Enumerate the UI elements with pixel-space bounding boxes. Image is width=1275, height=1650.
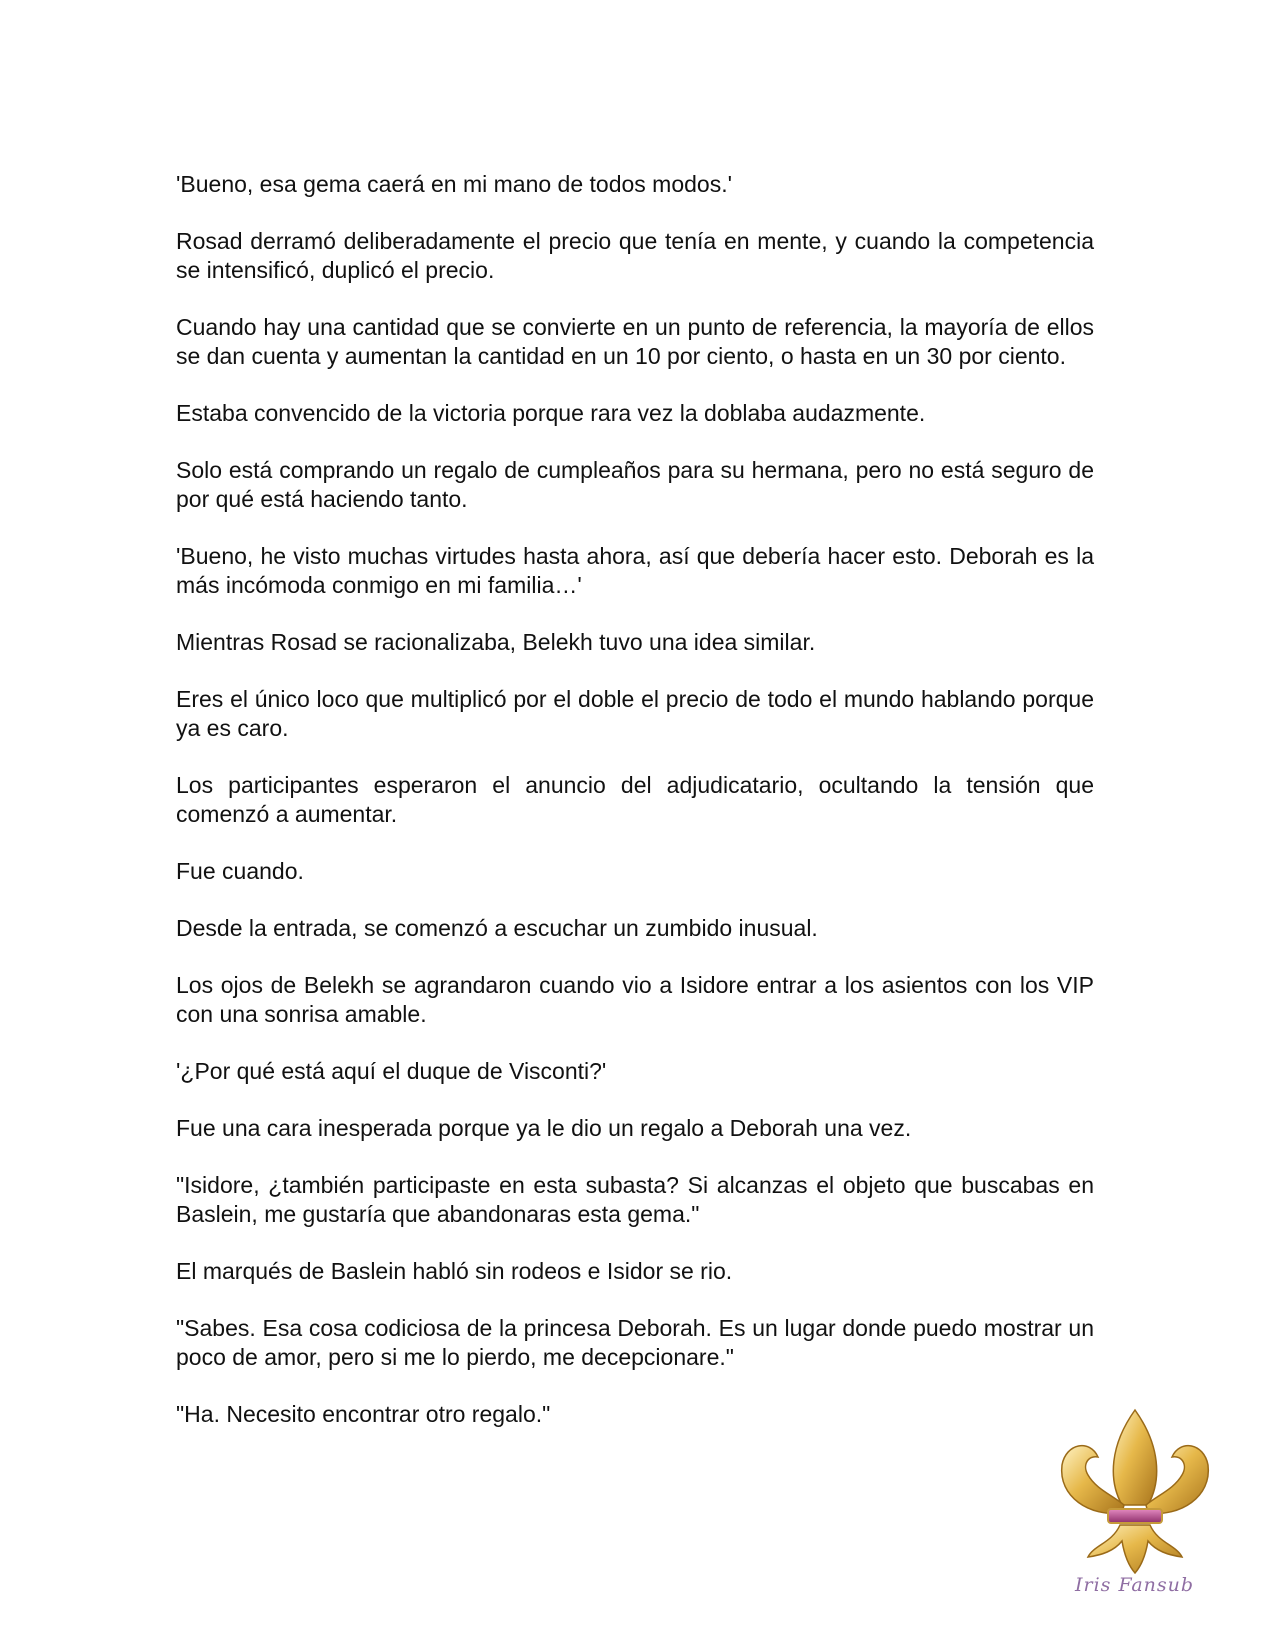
paragraph: Desde la entrada, se comenzó a escuchar un zumbido inusual. bbox=[176, 915, 818, 941]
paragraph: Solo está comprando un regalo de cumpleaños para su hermana, pero no está seguro de por qué está haciendo tanto. bbox=[176, 457, 1094, 512]
paragraph: Los participantes esperaron el anuncio del adjudicatario, ocultando la tensión que comenzó a aumentar. bbox=[176, 772, 1094, 827]
paragraph: Eres el único loco que multiplicó por el doble el precio de todo el mundo hablando porque ya es caro. bbox=[176, 686, 1094, 741]
paragraph: "Sabes. Esa cosa codiciosa de la princesa Deborah. Es un lugar donde puedo mostrar un poco de amor, pero si me lo pierdo, me decepcionare." bbox=[176, 1315, 1094, 1370]
paragraph: Cuando hay una cantidad que se convierte en un punto de referencia, la mayoría de ellos se dan cuenta y aumentan la cantidad en un 10 por ciento, o hasta en un 30 por ciento. bbox=[176, 314, 1094, 369]
paragraph: '¿Por qué está aquí el duque de Visconti?' bbox=[176, 1058, 607, 1084]
paragraph: "Isidore, ¿también participaste en esta subasta? Si alcanzas el objeto que buscabas en Baslein, me gustaría que abandonaras esta gema." bbox=[176, 1172, 1094, 1227]
paragraph: Fue cuando. bbox=[176, 858, 304, 884]
paragraph: Mientras Rosad se racionalizaba, Belekh tuvo una idea similar. bbox=[176, 629, 816, 655]
paragraph: 'Bueno, esa gema caerá en mi mano de todos modos.' bbox=[176, 171, 732, 197]
paragraph: 'Bueno, he visto muchas virtudes hasta ahora, así que debería hacer esto. Deborah es la más incómoda conmigo en mi familia…' bbox=[176, 543, 1094, 598]
paragraph: "Ha. Necesito encontrar otro regalo." bbox=[176, 1401, 551, 1427]
paragraph: Fue una cara inesperada porque ya le dio un regalo a Deborah una vez. bbox=[176, 1115, 912, 1141]
logo-caption: Iris Fansub bbox=[1075, 1574, 1195, 1596]
document-body bbox=[176, 170, 1094, 1429]
paragraph: Rosad derramó deliberadamente el precio que tenía en mente, y cuando la competencia se intensificó, duplicó el precio. bbox=[176, 228, 1094, 283]
paragraph: Los ojos de Belekh se agrandaron cuando vio a Isidore entrar a los asientos con los VIP con una sonrisa amable. bbox=[176, 972, 1094, 1027]
paragraph: Estaba convencido de la victoria porque rara vez la doblaba audazmente. bbox=[176, 400, 926, 426]
paragraph: El marqués de Baslein habló sin rodeos e Isidor se rio. bbox=[176, 1258, 733, 1284]
